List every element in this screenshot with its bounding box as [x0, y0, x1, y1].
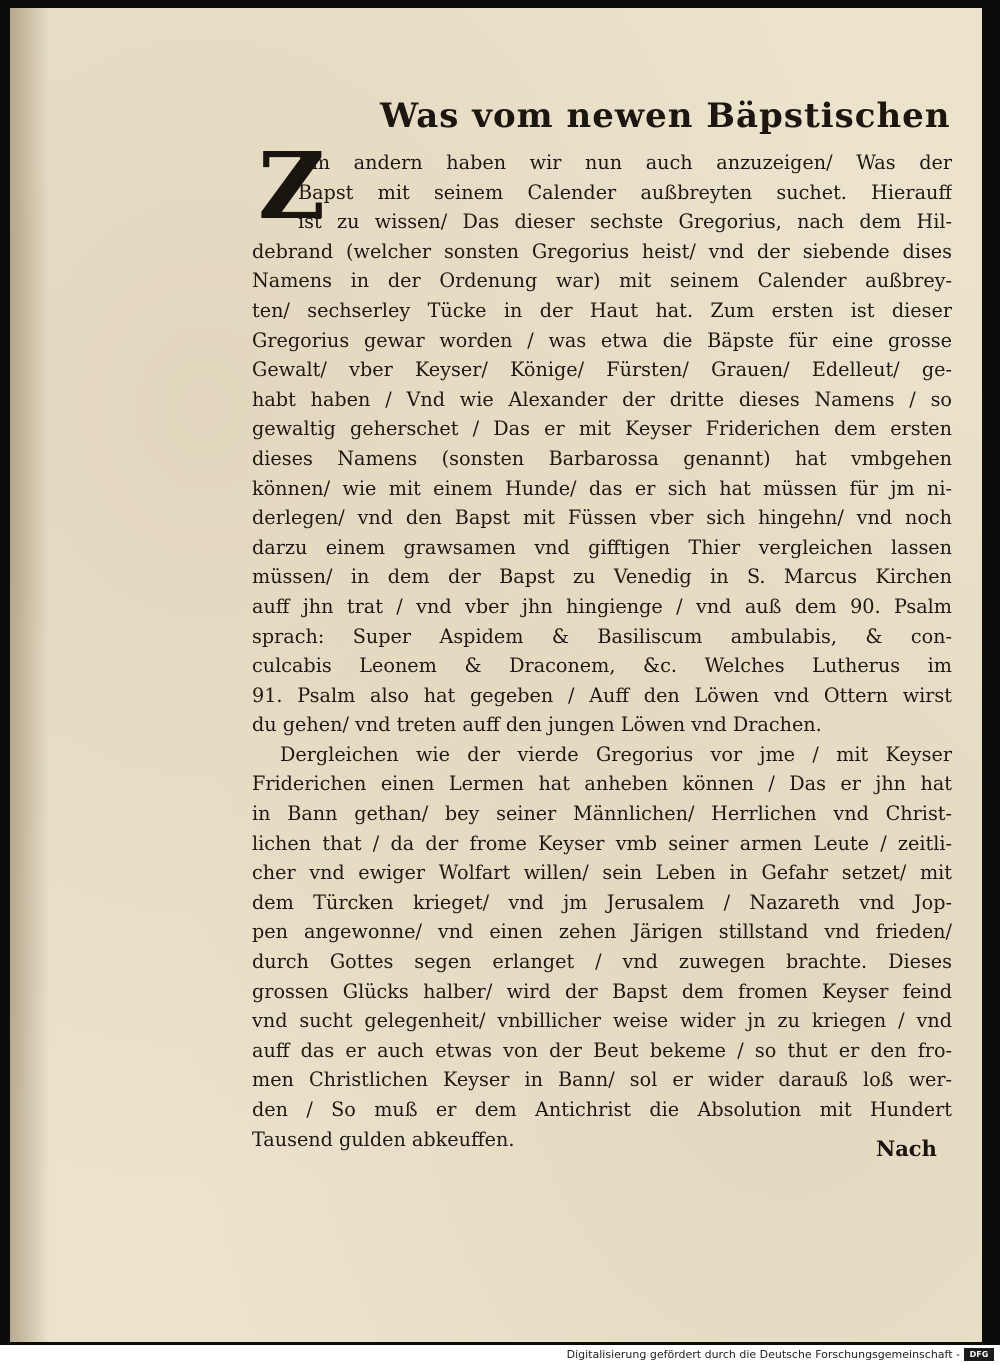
text-line: ten/ sechserley Tücke in der Haut hat. Zum ersten ist dieser [252, 298, 952, 322]
text-line: auff das er auch etwas von der Beut bekeme / so thut er den fro- [252, 1038, 952, 1062]
dfg-logo: DFG [964, 1348, 994, 1361]
footer-bar [0, 1345, 1000, 1365]
text-line: debrand (welcher sonsten Gregorius heist/ vnd der siebende dises [252, 239, 952, 263]
text-line: du gehen/ vnd treten auff den jungen Löwen vnd Drachen. [252, 713, 822, 737]
text-line: Gewalt/ vber Keyser/ Könige/ Fürsten/ Grauen/ Edelleut/ ge- [252, 358, 952, 382]
running-head: Was vom newen Bäpstischen [380, 96, 951, 136]
text-line: gewaltig geherschet / Das er mit Keyser Friderichen dem ersten [252, 417, 952, 441]
text-line: durch Gottes segen erlanget / vnd zuwegen brachte. Dieses [252, 950, 952, 974]
text-line: Gregorius gewar worden / was etwa die Bäpste für eine grosse [252, 328, 952, 352]
text-line: cher vnd ewiger Wolfart willen/ sein Leben in Gefahr setzet/ mit [252, 861, 952, 885]
text-line: 91. Psalm also hat gegeben / Auff den Löwen vnd Ottern wirst [252, 683, 952, 707]
footer-credit: Digitalisierung gefördert durch die Deutsche Forschungsgemeinschaft - [566, 1348, 960, 1361]
text-line: müssen/ in dem der Bapst zu Venedig in S. Marcus Kirchen [252, 565, 952, 589]
drop-initial: Z [258, 132, 326, 240]
text-line: sprach: Super Aspidem & Basiliscum ambulabis, & con- [252, 624, 952, 648]
text-line: darzu einem grawsamen vnd gifftigen Thier vergleichen lassen [252, 535, 952, 559]
body-text [252, 148, 952, 1154]
text-line: derlegen/ vnd den Bapst mit Füssen vber sich hingehn/ vnd noch [252, 506, 952, 530]
text-line: Tausend gulden abkeuffen. [252, 1127, 515, 1151]
text-line: ist zu wissen/ Das dieser sechste Gregorius, nach dem Hil- [298, 210, 952, 234]
text-line: in Bann gethan/ bey seiner Männlichen/ Herrlichen vnd Christ- [252, 802, 952, 826]
text-line: Vm andern haben wir nun auch anzuzeigen/ Was der [298, 151, 952, 174]
text-line: Bapst mit seinem Calender außbreyten suchet. Hierauff [298, 180, 952, 204]
text-line: Dergleichen wie der vierde Gregorius vor jme / mit Keyser [280, 742, 952, 766]
text-line: habt haben / Vnd wie Alexander der dritte dieses Namens / so [252, 387, 952, 411]
text-line: dieses Namens (sonsten Barbarossa genannt) hat vmbgehen [252, 446, 952, 470]
text-line: können/ wie mit einem Hunde/ das er sich hat müssen für jm ni- [252, 476, 952, 500]
text-line: culcabis Leonem & Draconem, &c. Welches Lutherus im [252, 654, 952, 678]
text-line: dem Türcken krieget/ vnd jm Jerusalem / Nazareth vnd Jop- [252, 890, 952, 914]
text-line: men Christlichen Keyser in Bann/ sol er wider darauß loß wer- [252, 1068, 952, 1092]
text-line: pen angewonne/ vnd einen zehen Järigen stillstand vnd frieden/ [252, 920, 952, 944]
text-line: den / So muß er dem Antichrist die Absolution mit Hundert [252, 1098, 952, 1121]
text-line: grossen Glücks halber/ wird der Bapst dem fromen Keyser feind [252, 979, 952, 1003]
catchword: Nach [876, 1136, 937, 1161]
text-line: auff jhn trat / vnd vber jhn hingienge / vnd auß dem 90. Psalm [252, 594, 952, 618]
text-line: vnd sucht gelegenheit/ vnbillicher weise wider jn zu kriegen / vnd [252, 1009, 952, 1033]
text-line: Namens in der Ordenung war) mit seinem Calender außbrey- [252, 269, 952, 293]
text-line: Friderichen einen Lermen hat anheben können / Das er jhn hat [252, 772, 952, 796]
text-line: lichen that / da der frome Keyser vmb seiner armen Leute / zeitli- [252, 831, 952, 855]
